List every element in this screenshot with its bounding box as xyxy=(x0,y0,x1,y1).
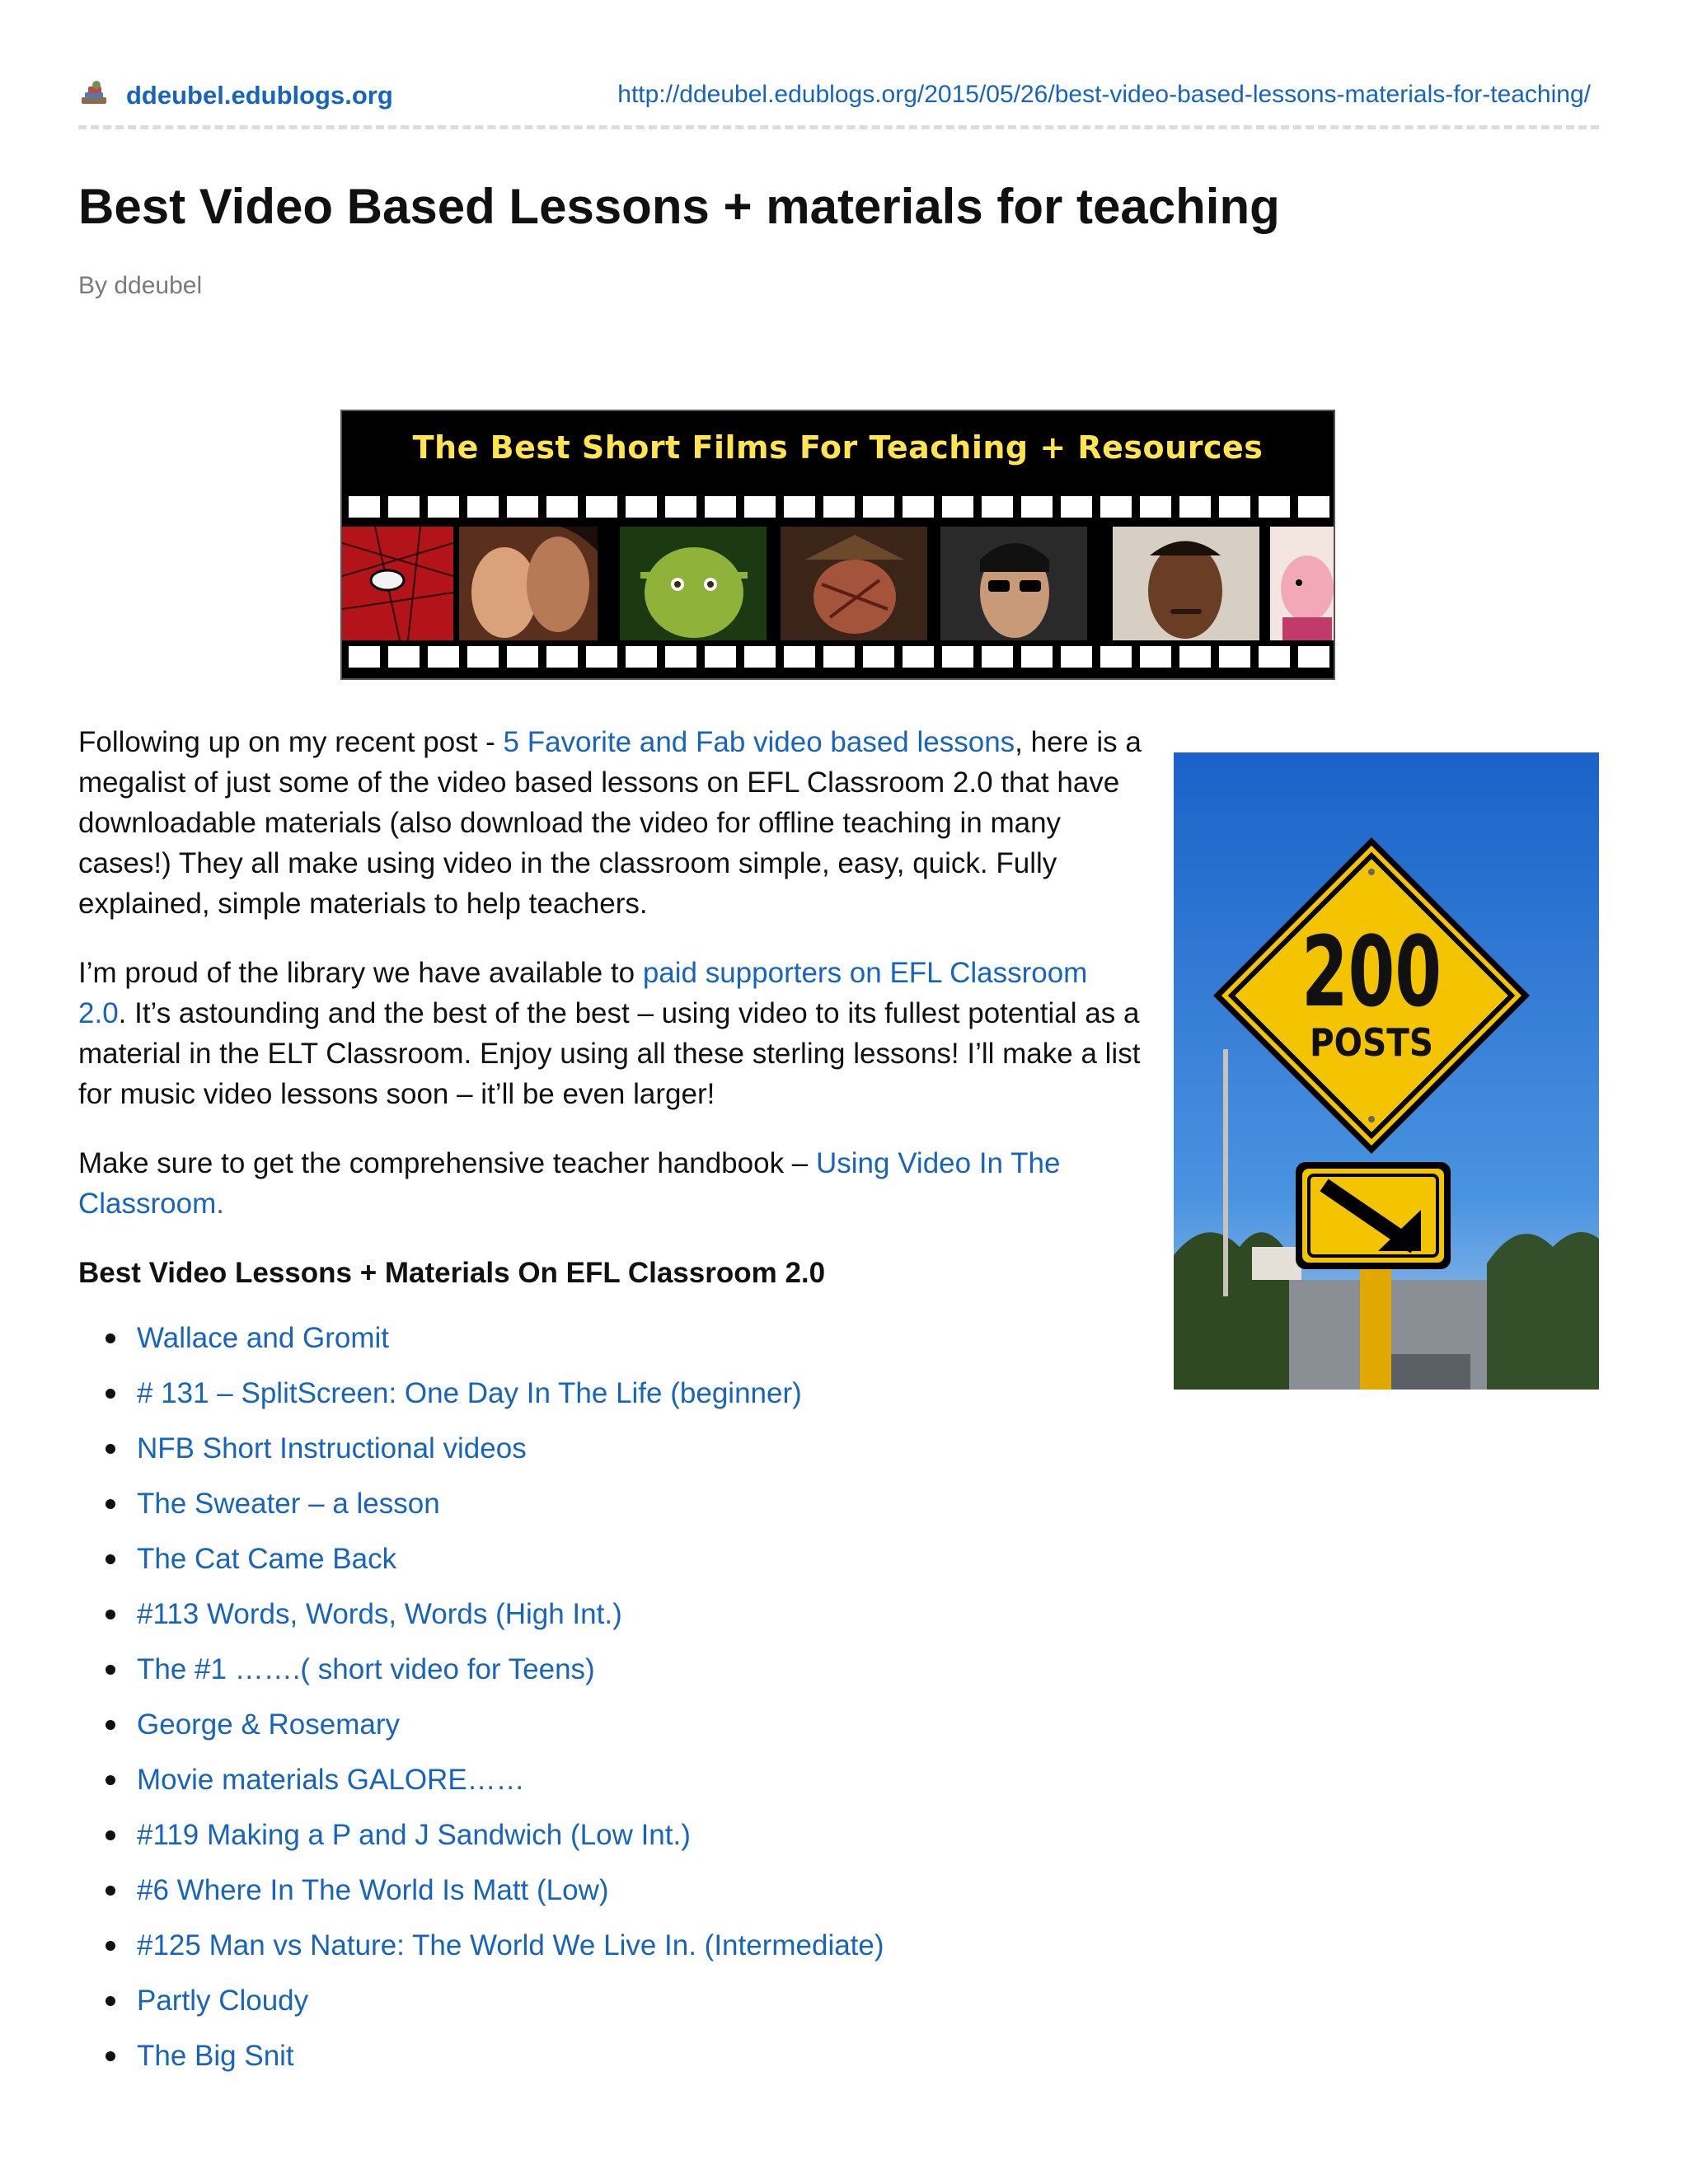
intro-paragraph xyxy=(78,722,1142,924)
lesson-list-item xyxy=(78,1925,1142,1980)
lesson-list-item xyxy=(78,1373,1142,1428)
lessons-heading: Best Video Lessons + Materials On EFL Classroom 2.0 xyxy=(78,1257,826,1289)
sign-word: POSTS xyxy=(1310,1020,1433,1065)
bullet-icon xyxy=(106,1941,115,1951)
lesson-link[interactable]: The Big Snit xyxy=(137,2040,294,2072)
lesson-list-item xyxy=(78,1539,1142,1594)
intro-text-start: Following up on my recent post - xyxy=(78,726,504,758)
lesson-link[interactable]: #125 Man vs Nature: The World We Live In. (Intermediate) xyxy=(137,1929,884,1961)
film-frame-eddie xyxy=(1113,527,1259,640)
banner-title: The Best Short Films For Teaching + Resources xyxy=(412,429,1264,466)
film-frame-freddy xyxy=(781,527,927,640)
lesson-link[interactable]: The Cat Came Back xyxy=(137,1543,397,1575)
bullet-icon xyxy=(106,1830,115,1840)
road-sign-photo xyxy=(1174,752,1599,1390)
paid-supporters-link[interactable]: paid supporters on EFL Classroom 2.0 xyxy=(78,957,1088,1029)
post-byline: By ddeubel xyxy=(78,272,203,299)
lesson-link[interactable]: Partly Cloudy xyxy=(137,1985,309,2017)
bullet-icon xyxy=(106,1886,115,1896)
film-frame-spiderman xyxy=(342,527,453,640)
lesson-link[interactable]: Movie materials GALORE…… xyxy=(137,1764,525,1796)
bullet-icon xyxy=(106,1554,115,1564)
library-text-end: . It’s astounding and the best of the best – using video to its fullest potential as a material in the ELT Classroom. Enjoy using all these sterling lessons! I’ll make a list for music video lessons soon – it’ll be even larger! xyxy=(78,997,1141,1110)
lesson-list-item xyxy=(78,1870,1142,1925)
site-header xyxy=(78,76,1599,112)
lesson-link[interactable]: #6 Where In The World Is Matt (Low) xyxy=(137,1874,609,1906)
lesson-list-item xyxy=(78,1980,1142,2036)
library-paragraph xyxy=(78,953,1142,1114)
bullet-icon xyxy=(106,1996,115,2006)
film-banner-image xyxy=(340,410,1335,680)
lesson-link[interactable]: Wallace and Gromit xyxy=(137,1322,390,1354)
intro-text-end: , here is a megalist of just some of the video based lessons on EFL Classroom 2.0 that have downloadable materials (also download the video for offline teaching in many cases!) They all make using video in the classroom simple, easy, quick. Fully explained, simple materials to help teachers. xyxy=(78,726,1142,920)
lesson-link[interactable]: #119 Making a P and J Sandwich (Low Int.) xyxy=(137,1819,691,1851)
post-content xyxy=(78,722,1142,2091)
lesson-list-item xyxy=(78,1760,1142,1815)
lesson-list-item xyxy=(78,1704,1142,1760)
bullet-icon xyxy=(106,1444,115,1454)
bullet-icon xyxy=(106,2051,115,2061)
bullet-icon xyxy=(106,1610,115,1619)
film-frame-shrek xyxy=(620,527,767,640)
header-divider xyxy=(78,125,1599,129)
lesson-list-item xyxy=(78,1815,1142,1870)
road-sign-image xyxy=(1174,752,1599,1390)
lesson-list-item xyxy=(78,1649,1142,1704)
bullet-icon xyxy=(106,1720,115,1730)
film-frame-piglet xyxy=(1270,527,1335,640)
film-frame-matrix xyxy=(940,527,1087,640)
lesson-link[interactable]: #113 Words, Words, Words (High Int.) xyxy=(137,1598,622,1630)
video-handbook-link[interactable]: Using Video In The Classroom. xyxy=(78,1147,1061,1220)
bullet-icon xyxy=(106,1665,115,1675)
lesson-list-item xyxy=(78,1318,1142,1373)
lesson-list-item xyxy=(78,1483,1142,1539)
lesson-list-item xyxy=(78,2036,1142,2091)
sign-number: 200 xyxy=(1301,915,1442,1029)
bullet-icon xyxy=(106,1775,115,1785)
lesson-list-item xyxy=(78,1428,1142,1483)
lesson-link[interactable]: # 131 – SplitScreen: One Day In The Life (beginner) xyxy=(137,1377,802,1409)
favorite-lessons-link[interactable]: 5 Favorite and Fab video based lessons xyxy=(503,726,1015,758)
post-url-link[interactable]: http://ddeubel.edublogs.org/2015/05/26/best-video-based-lessons-materials-for-teaching/ xyxy=(617,81,1591,108)
site-name-link[interactable]: ddeubel.edublogs.org xyxy=(126,81,393,110)
bullet-icon xyxy=(106,1499,115,1509)
film-sprockets-bottom xyxy=(349,646,1334,668)
film-sprockets-top xyxy=(349,496,1334,518)
lesson-link[interactable]: The #1 …….( short video for Teens) xyxy=(137,1653,595,1685)
lesson-link[interactable]: George & Rosemary xyxy=(137,1708,401,1741)
lesson-link[interactable]: The Sweater – a lesson xyxy=(137,1488,440,1520)
post-title: Best Video Based Lessons + materials for teaching xyxy=(78,179,1280,234)
handbook-paragraph xyxy=(78,1143,1142,1224)
bullet-icon xyxy=(106,1389,115,1399)
site-logo-icon xyxy=(78,79,110,109)
bullet-icon xyxy=(106,1333,115,1343)
handbook-text-start: Make sure to get the comprehensive teacher handbook – xyxy=(78,1147,816,1179)
library-text-start: I’m proud of the library we have available to xyxy=(78,957,643,989)
film-frames xyxy=(342,527,1334,640)
lesson-link[interactable]: NFB Short Instructional videos xyxy=(137,1432,527,1465)
film-frame-couple xyxy=(459,527,598,640)
lesson-list xyxy=(78,1318,1142,2091)
lesson-list-item xyxy=(78,1594,1142,1649)
